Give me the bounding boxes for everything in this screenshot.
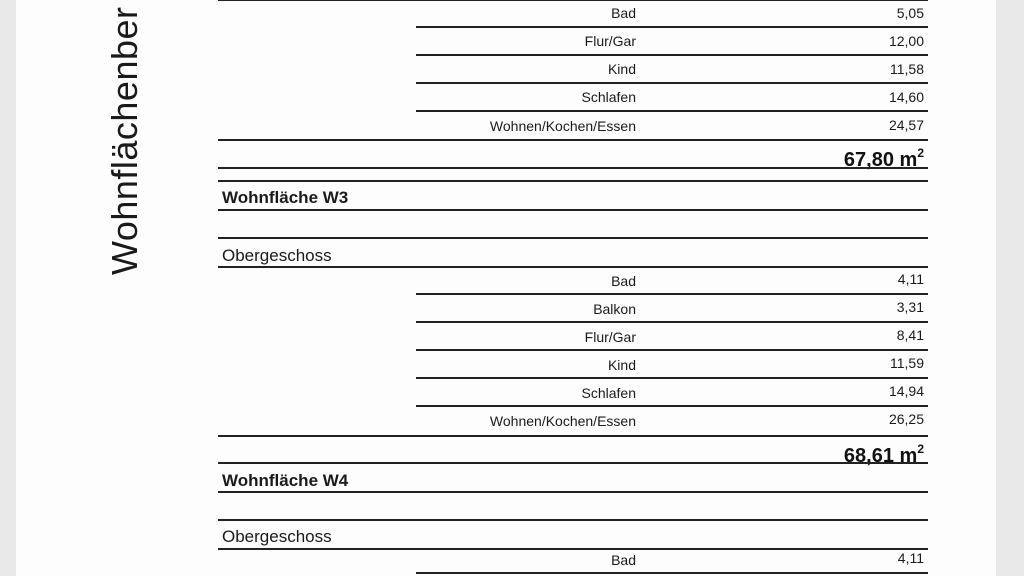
divider [218,519,928,521]
room-name: Wohnen/Kochen/Essen [489,118,636,134]
room-area: 11,58 [890,61,924,77]
room-name: Kind [607,61,636,77]
unit-exponent: 2 [917,146,924,160]
divider [416,54,928,56]
room-area: 11,59 [890,355,924,371]
room-area: 14,60 [888,89,924,105]
divider [218,0,928,1]
divider [416,572,928,574]
floor-label: Obergeschoss [222,246,332,265]
section-title: Wohnfläche W4 [222,471,349,490]
divider [416,377,928,379]
unit-exponent: 2 [917,442,924,456]
divider [416,293,928,295]
divider [416,26,928,28]
room-name: Schlafen [581,385,636,401]
floor-label: Obergeschoss [222,527,332,546]
room-name: Bad [611,552,636,568]
room-name: Kind [607,357,636,373]
divider [416,349,928,351]
room-area: 5,05 [896,5,924,21]
room-area: 14,94 [888,383,924,399]
divider [416,405,928,407]
room-area: 4,11 [897,550,924,566]
room-area: 8,41 [896,327,924,343]
divider [218,462,928,464]
room-name: Balkon [593,301,636,317]
section-title: Wohnfläche W3 [222,188,349,207]
room-area: 12,00 [888,33,924,49]
side-title: Wohnflächenber [104,6,145,275]
total-value: 68,61 m [843,445,918,467]
room-name: Schlafen [581,89,636,105]
room-name: Flur/Gar [584,329,636,345]
divider [218,237,928,239]
room-area: 4,11 [897,271,924,287]
divider [218,491,928,493]
divider [218,180,928,182]
divider [416,82,928,84]
divider [416,110,928,112]
room-name: Bad [611,273,636,289]
room-area: 24,57 [888,117,924,133]
divider [416,321,928,323]
room-area: 26,25 [888,411,924,427]
total-value: 67,80 m [843,149,918,171]
divider [218,167,928,169]
room-name: Flur/Gar [584,33,636,49]
room-name: Bad [611,5,636,21]
divider [218,209,928,211]
room-name: Wohnen/Kochen/Essen [489,413,636,429]
room-area: 3,31 [896,299,924,315]
divider [218,266,928,268]
